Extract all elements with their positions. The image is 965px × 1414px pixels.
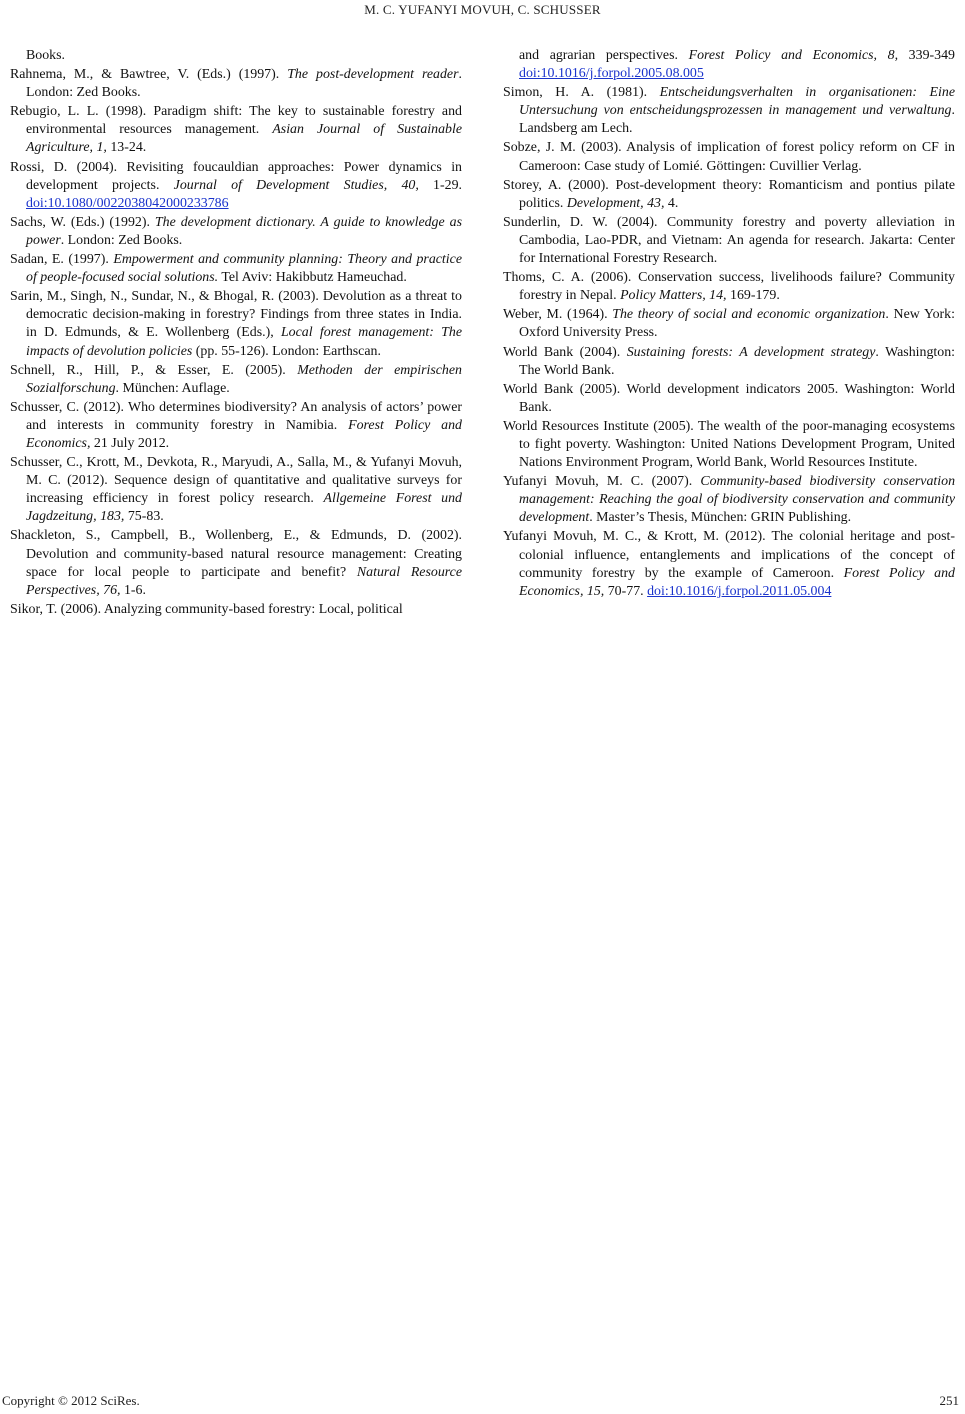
doi-link[interactable]: doi:10.1016/j.forpol.2011.05.004 bbox=[647, 583, 832, 599]
reference-text: Sarin, M., Singh, N., Sundar, N., & Bhogal, R. (2003). Devolution as a threat to democratic decision-making in forestry? Findings from three states in India. in D. Edmunds, & E. Wollenberg (Eds.), bbox=[10, 289, 462, 341]
reference-text: . Washington: The World Bank. bbox=[519, 344, 955, 378]
reference-text: Sobze, J. M. (2003). Analysis of implication of forest policy reform on CF in Cameroon: Case study of Lomié. Göttingen: Cuvillier Verlag. bbox=[503, 140, 955, 174]
reference-text: Schnell, R., Hill, P., & Esser, E. (2005). bbox=[10, 362, 298, 378]
reference-text: . London: Zed Books. bbox=[60, 232, 183, 248]
reference-text: 169-179. bbox=[726, 288, 780, 304]
reference-entry bbox=[10, 288, 462, 360]
reference-text: Books. bbox=[26, 48, 65, 63]
reference-text: (pp. 55-126). London: Earthscan. bbox=[192, 343, 381, 359]
reference-italic-text: The post-development reader bbox=[287, 67, 459, 83]
reference-italic-text: Forest Policy and Economics, 15, bbox=[519, 565, 955, 599]
reference-entry bbox=[503, 214, 955, 268]
reference-text: Shackleton, S., Campbell, B., Wollenberg, E., & Edmunds, D. (2002). Devolution and community-based natural resource management: Creating space for local people to participate and benefit? bbox=[10, 528, 462, 580]
reference-entry bbox=[503, 418, 955, 472]
reference-text: World Resources Institute (2005). The wealth of the poor-managing ecosystems to fight poverty. Washington: United Nations Development Program, United Nations Environment Program, World Bank, World Resources Institute. bbox=[503, 418, 955, 471]
reference-italic-text: Forest Policy and Economics, 8, bbox=[688, 48, 899, 63]
reference-text: Rahnema, M., & Bawtree, V. (Eds.) (1997). bbox=[10, 67, 288, 83]
reference-entry bbox=[10, 251, 462, 287]
reference-text: Schusser, C., Krott, M., Devkota, R., Maryudi, A., Salla, M., & Yufanyi Movuh, M. C. (2012). Sequence design of quantitative and qualitative surveys for increasing efficiency in forest policy research. bbox=[10, 455, 462, 507]
reference-text: Simon, H. A. (1981). bbox=[503, 85, 660, 101]
reference-text: Sunderlin, D. W. (2004). Community forestry and poverty alleviation in Cambodia, Lao-PDR, and Vietnam: An agenda for research. Jakarta: Center for International Forestry Research. bbox=[503, 214, 955, 267]
reference-text: Yufanyi Movuh, M. C. (2007). bbox=[503, 474, 701, 490]
reference-text: . Landsberg am Lech. bbox=[519, 103, 955, 137]
reference-text: 1-29. bbox=[418, 177, 462, 193]
reference-entry bbox=[10, 47, 462, 65]
reference-text: World Bank (2004). bbox=[503, 344, 627, 360]
reference-entry bbox=[503, 269, 955, 305]
reference-italic-text: Allgemeine Forest und Jagdzeitung, 183, bbox=[26, 491, 463, 525]
reference-text: Rebugio, L. L. (1998). Paradigm shift: The key to sustainable forestry and environmental resources management. bbox=[10, 104, 462, 138]
reference-italic-text: Forest Policy and Economics, bbox=[26, 417, 462, 451]
reference-italic-text: The theory of social and economic organization bbox=[612, 307, 886, 323]
reference-text: Yufanyi Movuh, M. C., & Krott, M. (2012). The colonial heritage and post-colonial influence, entanglements and implications of the concept of community forestry by the example of Cameroon. bbox=[503, 529, 955, 581]
doi-link[interactable]: doi:10.1016/j.forpol.2005.08.005 bbox=[519, 66, 704, 82]
reference-text: 4. bbox=[664, 195, 679, 211]
reference-text: . Master’s Thesis, München: GRIN Publishing. bbox=[589, 510, 852, 526]
reference-text: Schusser, C. (2012). Who determines biodiversity? An analysis of actors’ power and interests in community forestry in Namibia. bbox=[10, 399, 462, 433]
reference-entry bbox=[503, 473, 955, 527]
references-right-column bbox=[503, 47, 955, 602]
reference-entry bbox=[503, 84, 955, 138]
reference-text: . London: Zed Books. bbox=[26, 67, 462, 101]
reference-entry bbox=[10, 399, 462, 453]
reference-text: . New York: Oxford University Press. bbox=[519, 307, 955, 341]
reference-entry bbox=[10, 214, 462, 250]
reference-text: 70-77. bbox=[604, 583, 648, 599]
reference-text: Tel Aviv: Hakibbutz Hameuchad. bbox=[218, 270, 407, 286]
reference-entry bbox=[10, 601, 462, 619]
doi-link[interactable]: doi:10.1080/0022038042000233786 bbox=[26, 195, 229, 211]
reference-italic-text: Journal of Development Studies, 40, bbox=[173, 177, 419, 193]
reference-italic-text: The development dictionary. A guide to knowledge as power bbox=[26, 214, 462, 248]
reference-italic-text: Sustaining forests: A development strategy bbox=[626, 344, 876, 360]
reference-italic-text: Methoden der empirischen Sozialforschung bbox=[26, 362, 462, 396]
reference-entry bbox=[10, 159, 462, 213]
reference-entry bbox=[10, 362, 462, 398]
reference-italic-text: Asian Journal of Sustainable Agriculture, 1, bbox=[26, 122, 462, 156]
reference-italic-text: Local forest management: The impacts of devolution policies bbox=[26, 325, 462, 359]
reference-text: Storey, A. (2000). Post-development theory: Romanticism and pontius pilate politics. bbox=[503, 177, 955, 211]
page-number: 251 bbox=[939, 1393, 959, 1408]
reference-text: 13-24. bbox=[106, 140, 147, 156]
reference-italic-text: Community-based biodiversity conservation management: Reaching the goal of biodiversity conservation and community development bbox=[519, 474, 956, 526]
reference-entry bbox=[503, 139, 955, 175]
reference-entry bbox=[10, 454, 462, 526]
copyright-footer: Copyright © 2012 SciRes. bbox=[2, 1393, 140, 1408]
reference-text: Thoms, C. A. (2006). Conservation success, livelihoods failure? Community forestry in Nepal. bbox=[503, 270, 955, 304]
reference-text: 21 July 2012. bbox=[90, 435, 170, 451]
reference-entry bbox=[503, 528, 955, 600]
reference-entry bbox=[10, 66, 462, 102]
reference-text: . München: Auflage. bbox=[115, 380, 230, 396]
reference-entry bbox=[10, 527, 462, 599]
reference-italic-text: Entscheidungsverhalten in organisationen: Eine Untersuchung von entscheidungsprozessen in management und verwaltung bbox=[519, 85, 955, 119]
reference-text: 339-349 bbox=[898, 48, 955, 63]
reference-entry bbox=[503, 177, 955, 213]
reference-text: 1-6. bbox=[120, 582, 146, 598]
reference-text: 75-83. bbox=[124, 509, 164, 525]
reference-text: Rossi, D. (2004). Revisiting foucauldian approaches: Power dynamics in development projects. bbox=[10, 159, 462, 193]
reference-entry bbox=[503, 344, 955, 380]
reference-italic-text: Policy Matters, 14, bbox=[620, 288, 727, 304]
reference-entry bbox=[503, 306, 955, 342]
reference-entry bbox=[503, 381, 955, 417]
reference-italic-text: Development, 43, bbox=[566, 195, 665, 211]
reference-entry bbox=[10, 103, 462, 157]
references-left-column bbox=[10, 47, 462, 620]
reference-italic-text: Empowerment and community planning: Theory and practice of people-focused social solutions. bbox=[26, 252, 462, 286]
reference-text: Sikor, T. (2006). Analyzing community-based forestry: Local, political bbox=[10, 601, 403, 617]
reference-text: World Bank (2005). World development indicators 2005. Washington: World Bank. bbox=[503, 381, 955, 415]
reference-italic-text: Natural Resource Perspectives, 76, bbox=[26, 564, 462, 598]
reference-text: Weber, M. (1964). bbox=[503, 307, 613, 323]
reference-text: Sadan, E. (1997). bbox=[10, 252, 114, 268]
reference-text: and agrarian perspectives. bbox=[519, 48, 689, 63]
reference-entry bbox=[503, 47, 955, 83]
running-header: M. C. YUFANYI MOVUH, C. SCHUSSER bbox=[364, 2, 601, 17]
reference-text: Sachs, W. (Eds.) (1992). bbox=[10, 214, 155, 230]
